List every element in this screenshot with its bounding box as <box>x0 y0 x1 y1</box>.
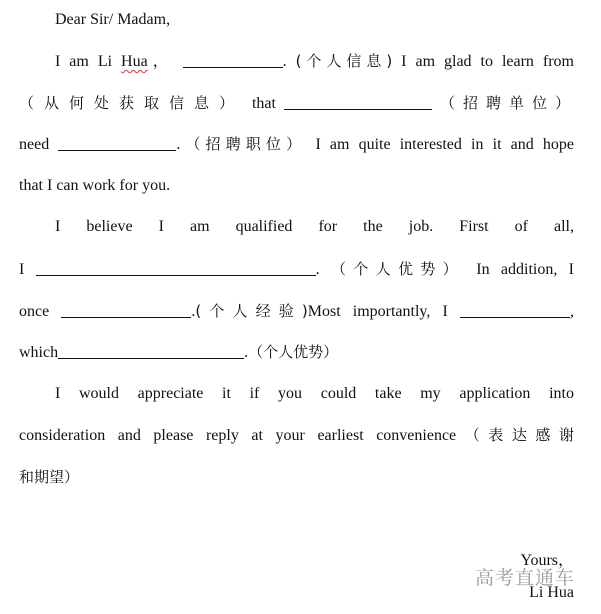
p1-line-4: that I can work for you. <box>19 177 171 194</box>
p1-line-1: I am Li Hua， . (个人信息) I am glad to learn from <box>55 52 575 70</box>
p3-line-2: consideration and please reply at your earliest convenience（表达感谢 <box>19 426 574 444</box>
p2-line-4: which .（个人优势） <box>19 343 339 361</box>
blank-personal-info[interactable] <box>183 51 283 68</box>
watermark: 高考直通车 <box>474 567 575 589</box>
hint-advantage-2: （个人优势） <box>248 343 339 361</box>
signature: Li Hua <box>529 584 574 601</box>
hint-thanks: （表达感谢 <box>456 426 574 444</box>
p1-line-3: need .（招聘职位） I am quite interested in it and hope <box>19 135 574 153</box>
hint-position: （招聘职位） <box>180 135 307 153</box>
hint-advantage-1: （个人优势） <box>330 260 465 278</box>
p1-line-2: （从何处获取信息） that （招聘单位） <box>19 94 574 112</box>
p3-line-1: I would appreciate it if you could take my application into <box>55 385 574 402</box>
blank-advantage-1[interactable] <box>36 259 316 276</box>
hint-company: （招聘单位） <box>439 94 574 112</box>
hint-experience: (个人经验) <box>195 302 308 320</box>
blank-most-important[interactable] <box>460 301 570 318</box>
name-misspell-mark: Hua <box>121 53 148 70</box>
p3-line-3 <box>19 465 574 489</box>
p2-line-1: I believe I am qualified for the job. First of all, <box>55 218 574 235</box>
salutation: Dear Sir/ Madam, <box>55 11 171 28</box>
closing: Yours， <box>520 552 574 569</box>
blank-position[interactable] <box>58 134 176 151</box>
hint-personal-info: (个人信息) <box>295 52 393 70</box>
blank-advantage-2[interactable] <box>58 342 244 359</box>
hint-expectation: 和期望） <box>19 468 80 486</box>
p2-line-3: once .(个人经验)Most importantly, I , <box>19 302 574 320</box>
blank-experience[interactable] <box>61 301 191 318</box>
hint-info-source: （从何处获取信息） <box>19 94 244 112</box>
p2-line-2: I . （个人优势） In addition, I <box>19 260 575 278</box>
blank-company[interactable] <box>284 93 432 110</box>
